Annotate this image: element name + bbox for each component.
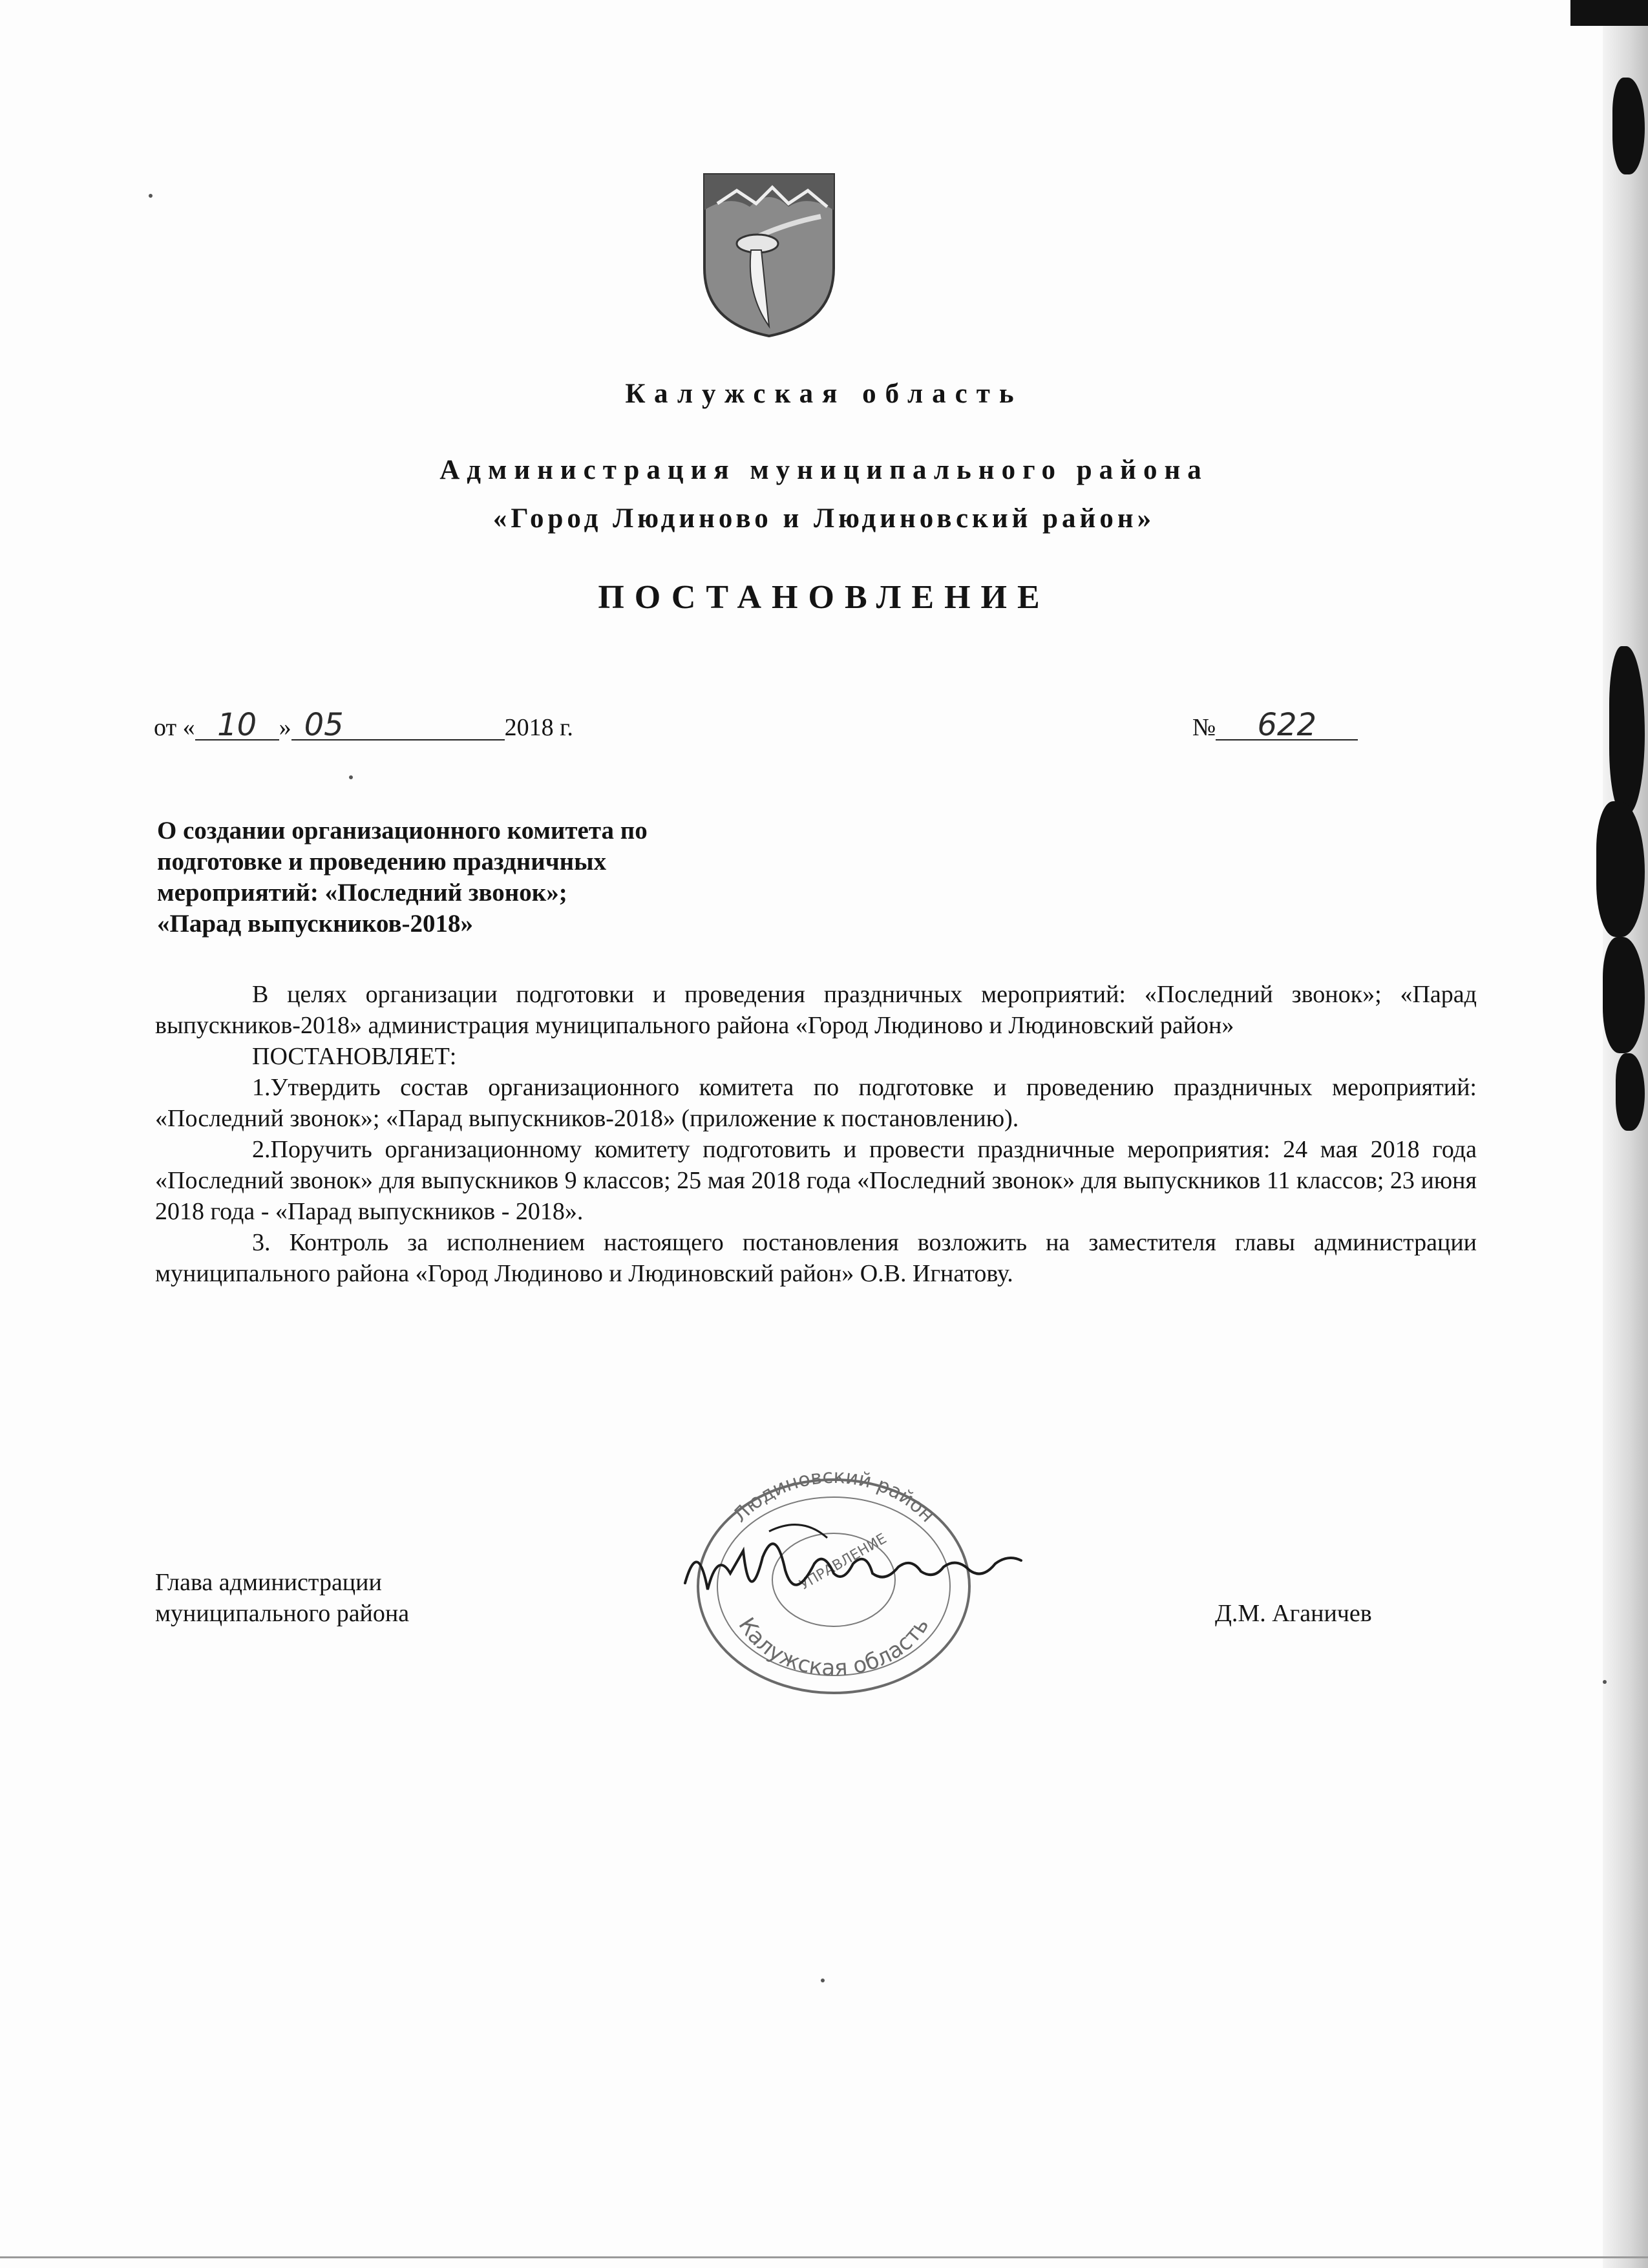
subject-line: О создании организационного комитета по: [157, 817, 648, 845]
signer-position-line: Глава администрации: [155, 1569, 382, 1596]
administration-name-line2: «Город Людиново и Людиновский район»: [492, 503, 1156, 534]
coat-of-arms-icon: [698, 171, 840, 339]
number-label: №: [1192, 714, 1216, 741]
scan-edge-right: [1603, 0, 1648, 2268]
scan-speck: [349, 775, 353, 779]
resolves-heading: ПОСТАНОВЛЯЕТ:: [252, 1043, 457, 1070]
date-month: 05: [291, 711, 505, 740]
resolution-item: 1.Утвердить состав организационного комитета по подготовке и проведению праздничных мероприятий: «Последний звонок»; «Парад выпускников-2018» (приложение к постановлению).: [155, 1074, 1477, 1132]
region-name: Калужская область: [625, 379, 1023, 409]
signer-name: Д.М. Аганичев: [1215, 1600, 1372, 1627]
scan-speck: [1603, 1680, 1607, 1684]
document-date: [154, 707, 573, 743]
subject-line: подготовке и проведению праздничных: [157, 848, 607, 876]
scan-speck: [821, 1979, 825, 1982]
resolution-item: 3. Контроль за исполнением настоящего постановления возложить на заместителя главы администрации муниципального района «Город Людиново и Людиновский район» О.В. Игнатову.: [155, 1229, 1477, 1287]
date-separator: »: [279, 714, 291, 741]
document-number: [1192, 707, 1358, 743]
scan-speck: [149, 194, 153, 198]
subject-line: «Парад выпускников-2018»: [157, 910, 474, 938]
stamp-inner-text: УПРАВЛЕНИЕ: [797, 1530, 890, 1593]
date-year: 2018 г.: [504, 714, 573, 741]
scan-edge-corner: [1570, 0, 1648, 26]
subject-line: мероприятий: «Последний звонок»;: [157, 879, 567, 907]
svg-text:Калужская область: [733, 1613, 934, 1681]
stamp-region-text: Калужская область: [733, 1613, 935, 1682]
document-body: [155, 979, 1477, 1289]
scan-edge-bottom: [0, 2256, 1648, 2258]
resolution-item: 2.Поручить организационному комитету подготовить и провести праздничные мероприятия: 24 мая 2018 года «Последний звонок» для выпускников 9 классов; 25 мая 2018 года «Последний звонок» для выпускников 11 классов; 23 июня 2018 года - «Парад выпускников - 2018».: [155, 1136, 1477, 1225]
signer-position-line: муниципального района: [155, 1600, 410, 1627]
document-subject: [157, 815, 868, 940]
date-prefix: от «: [154, 714, 195, 741]
signer-position: [155, 1567, 409, 1629]
paper-tear: [1616, 1053, 1645, 1131]
number-value: 622: [1216, 711, 1358, 740]
date-day: 10: [195, 711, 279, 740]
paper-tear: [1612, 78, 1645, 174]
handwritten-signature-icon: [672, 1512, 1034, 1622]
administration-name-line1: Администрация муниципального района: [439, 455, 1209, 485]
document-title: ПОСТАНОВЛЕНИЕ: [598, 579, 1050, 616]
stamp-outer-text: Людиновский район: [728, 1465, 939, 1528]
preamble-paragraph: В целях организации подготовки и проведения праздничных мероприятий: «Последний звонок»; «Парад выпускников-2018» администрация муниципального района «Город Людиново и Людиновский район»: [155, 981, 1477, 1039]
